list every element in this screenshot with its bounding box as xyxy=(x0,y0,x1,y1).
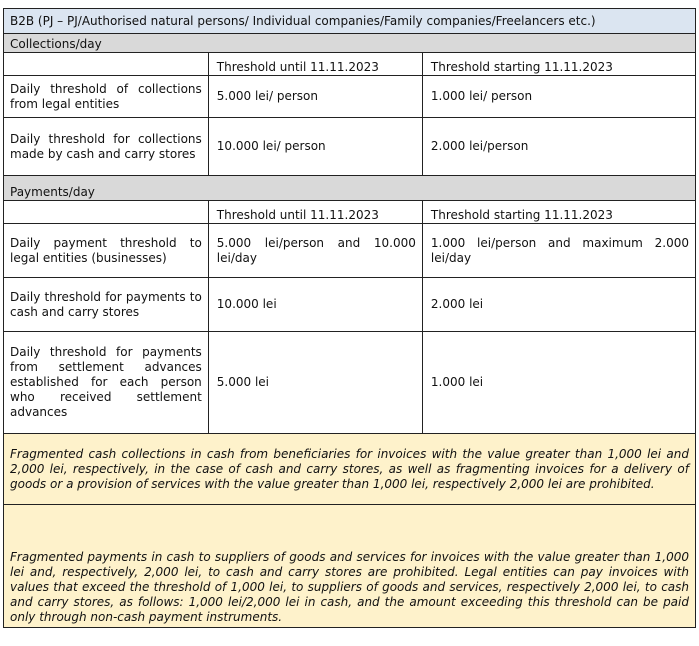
threshold-starting-value: 1.000 lei/person and maximum 2.000 lei/day xyxy=(422,224,695,278)
section-heading-payments: Payments/day xyxy=(4,176,696,201)
empty-header-cell xyxy=(4,53,209,76)
col-header-until: Threshold until 11.11.2023 xyxy=(208,53,422,76)
threshold-starting-value: 1.000 lei xyxy=(422,332,695,434)
row-label: Daily threshold for collections made by cash and carry stores xyxy=(4,118,209,176)
table-row xyxy=(4,76,696,118)
section-header-row xyxy=(4,176,696,201)
threshold-until-value: 5.000 lei/ person xyxy=(208,76,422,118)
row-label: Daily threshold for payments to cash and carry stores xyxy=(4,278,209,332)
threshold-starting-value: 2.000 lei/person xyxy=(422,118,695,176)
table-row xyxy=(4,224,696,278)
section-header-row xyxy=(4,34,696,53)
note-row xyxy=(4,505,696,628)
table-title: B2B (PJ – PJ/Authorised natural persons/ Individual companies/Family companies/Freelancers etc.) xyxy=(4,9,696,34)
col-header-starting: Threshold starting 11.11.2023 xyxy=(422,53,695,76)
threshold-starting-value: 2.000 lei xyxy=(422,278,695,332)
col-header-until: Threshold until 11.11.2023 xyxy=(208,201,422,224)
table-row xyxy=(4,118,696,176)
threshold-until-value: 10.000 lei/ person xyxy=(208,118,422,176)
threshold-starting-value: 1.000 lei/ person xyxy=(422,76,695,118)
threshold-until-value: 10.000 lei xyxy=(208,278,422,332)
threshold-until-value: 5.000 lei/person and 10.000 lei/day xyxy=(208,224,422,278)
note-collections-prohibition: Fragmented cash collections in cash from beneficiaries for invoices with the value greater than 1,000 lei and 2,000 lei, respectively, in the case of cash and carry stores, as well as fragmenting invoices for a delivery of goods or a provision of services with the value greater than 1,000 lei, respectively 2,000 lei are prohibited. xyxy=(4,434,696,505)
note-payments-prohibition: Fragmented payments in cash to suppliers of goods and services for invoices with the value greater than 1,000 lei and, respectively, 2,000 lei, to cash and carry stores are prohibited. Legal entities can pay invoices with values that exceed the threshold of 1,000 lei, to suppliers of goods and services, respectively 2,000 lei, to cash and carry stores, as follows: 1,000 lei/2,000 lei in cash, and the amount exceeding this threshold can be paid only through non-cash payment instruments. xyxy=(4,505,696,628)
row-label: Daily payment threshold to legal entities (businesses) xyxy=(4,224,209,278)
b2b-threshold-document xyxy=(3,8,696,628)
table-row xyxy=(4,332,696,434)
threshold-until-value: 5.000 lei xyxy=(208,332,422,434)
column-header-row xyxy=(4,201,696,224)
table-row xyxy=(4,278,696,332)
note-row xyxy=(4,434,696,505)
row-label: Daily threshold of collections from legal entities xyxy=(4,76,209,118)
threshold-table xyxy=(3,8,696,628)
col-header-starting: Threshold starting 11.11.2023 xyxy=(422,201,695,224)
empty-header-cell xyxy=(4,201,209,224)
section-heading-collections: Collections/day xyxy=(4,34,696,53)
column-header-row xyxy=(4,53,696,76)
row-label: Daily threshold for payments from settlement advances established for each person who received settlement advances xyxy=(4,332,209,434)
title-row xyxy=(4,9,696,34)
